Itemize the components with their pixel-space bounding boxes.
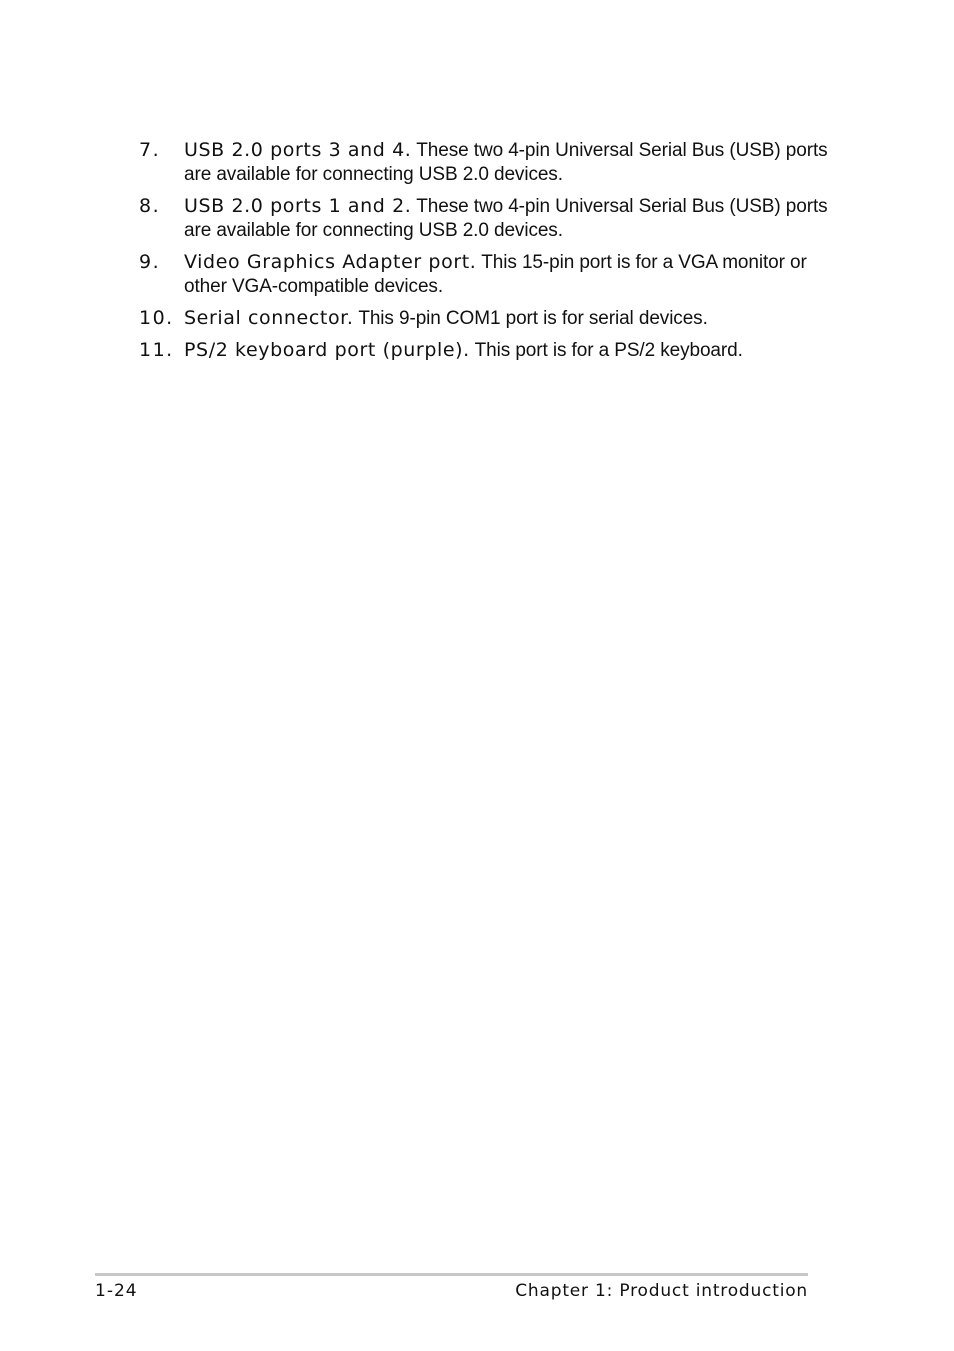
item-heading: USB 2.0 ports 3 and 4.: [184, 139, 412, 161]
item-heading: USB 2.0 ports 1 and 2.: [184, 195, 412, 217]
item-body: This 15-pin port is for a VGA monitor or other VGA-compatible devices.: [184, 252, 807, 297]
item-body: These two 4-pin Universal Serial Bus (USB) ports are available for connecting USB 2.0 devices.: [184, 196, 828, 241]
port-description-list: [139, 138, 839, 370]
item-body: This port is for a PS/2 keyboard.: [474, 340, 743, 361]
item-number: 9.: [139, 251, 161, 273]
page-number: 1-24: [95, 1281, 138, 1301]
item-body: These two 4-pin Universal Serial Bus (USB) ports are available for connecting USB 2.0 devices.: [184, 140, 828, 185]
item-heading: Video Graphics Adapter port.: [184, 251, 477, 273]
item-number: 7.: [139, 139, 161, 161]
footer-divider: [95, 1273, 808, 1276]
list-item: [139, 306, 839, 331]
list-item: [139, 194, 839, 243]
chapter-title: Chapter 1: Product introduction: [515, 1281, 808, 1301]
item-number: 10.: [139, 307, 174, 329]
list-item: [139, 138, 839, 187]
item-heading: Serial connector.: [184, 307, 354, 329]
list-item: [139, 338, 839, 363]
item-body: This 9-pin COM1 port is for serial devices.: [358, 308, 708, 329]
item-number: 8.: [139, 195, 161, 217]
list-item: [139, 250, 839, 299]
item-number: 11.: [139, 339, 174, 361]
item-heading: PS/2 keyboard port (purple).: [184, 339, 470, 361]
